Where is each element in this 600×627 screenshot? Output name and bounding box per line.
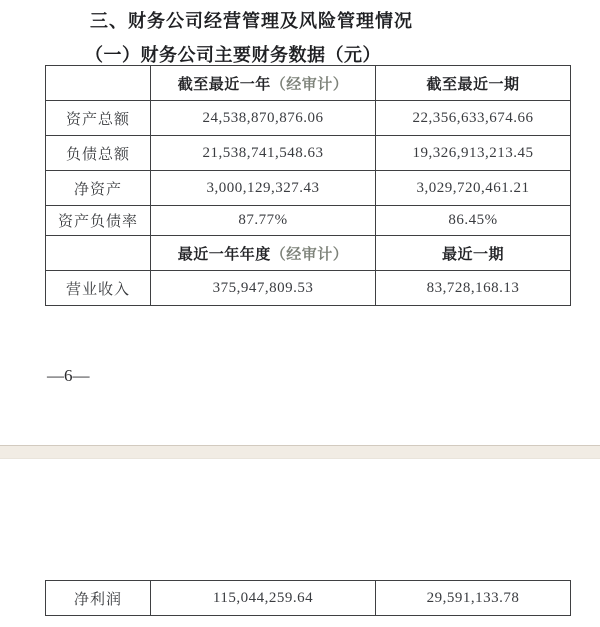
table-row (46, 101, 571, 136)
subheader-cell-latest-period: 最近一期 (376, 236, 571, 271)
operating-revenue-latest-period: 83,728,168.13 (376, 271, 571, 306)
row-label-total-assets: 资产总额 (46, 101, 151, 136)
total-assets-latest-year: 24,538,870,876.06 (151, 101, 376, 136)
net-profit-latest-year: 115,044,259.64 (151, 581, 376, 616)
header-cell-blank (46, 66, 151, 101)
net-assets-latest-period: 3,029,720,461.21 (376, 171, 571, 206)
total-liabilities-latest-period: 19,326,913,213.45 (376, 136, 571, 171)
total-liabilities-latest-year: 21,538,741,548.63 (151, 136, 376, 171)
subheader-cell-latest-year (151, 236, 376, 271)
header-latest-year-text: 截至最近一年 (177, 75, 271, 93)
header-audited-note: （经审计） (270, 75, 349, 93)
net-assets-latest-year: 3,000,129,327.43 (151, 171, 376, 206)
row-label-total-liabilities: 负债总额 (46, 136, 151, 171)
subsection-title: （一）财务公司主要财务数据（元） (85, 45, 381, 65)
table-row (46, 171, 571, 206)
page-break-divider (0, 445, 600, 459)
table-subheader-row (46, 236, 571, 271)
row-label-net-profit: 净利润 (46, 581, 151, 616)
financial-data-table-continued (45, 580, 571, 616)
section-title: 三、财务公司经营管理及风险管理情况 (90, 11, 413, 31)
row-label-debt-ratio: 资产负债率 (46, 206, 151, 236)
table-row (46, 271, 571, 306)
subheader-latest-year-text: 最近一年年度 (177, 245, 271, 263)
operating-revenue-latest-year: 375,947,809.53 (151, 271, 376, 306)
row-label-net-assets: 净资产 (46, 171, 151, 206)
table-row (46, 136, 571, 171)
subheader-audited-note: （经审计） (270, 245, 349, 263)
header-cell-latest-year (151, 66, 376, 101)
table-row (46, 581, 571, 616)
total-assets-latest-period: 22,356,633,674.66 (376, 101, 571, 136)
page-number: —6— (47, 366, 90, 385)
table-row (46, 206, 571, 236)
financial-data-table (45, 65, 571, 306)
subheader-cell-blank (46, 236, 151, 271)
table-header-row (46, 66, 571, 101)
net-profit-latest-period: 29,591,133.78 (376, 581, 571, 616)
debt-ratio-latest-period: 86.45% (376, 206, 571, 236)
header-cell-latest-period: 截至最近一期 (376, 66, 571, 101)
debt-ratio-latest-year: 87.77% (151, 206, 376, 236)
row-label-operating-revenue: 营业收入 (46, 271, 151, 306)
